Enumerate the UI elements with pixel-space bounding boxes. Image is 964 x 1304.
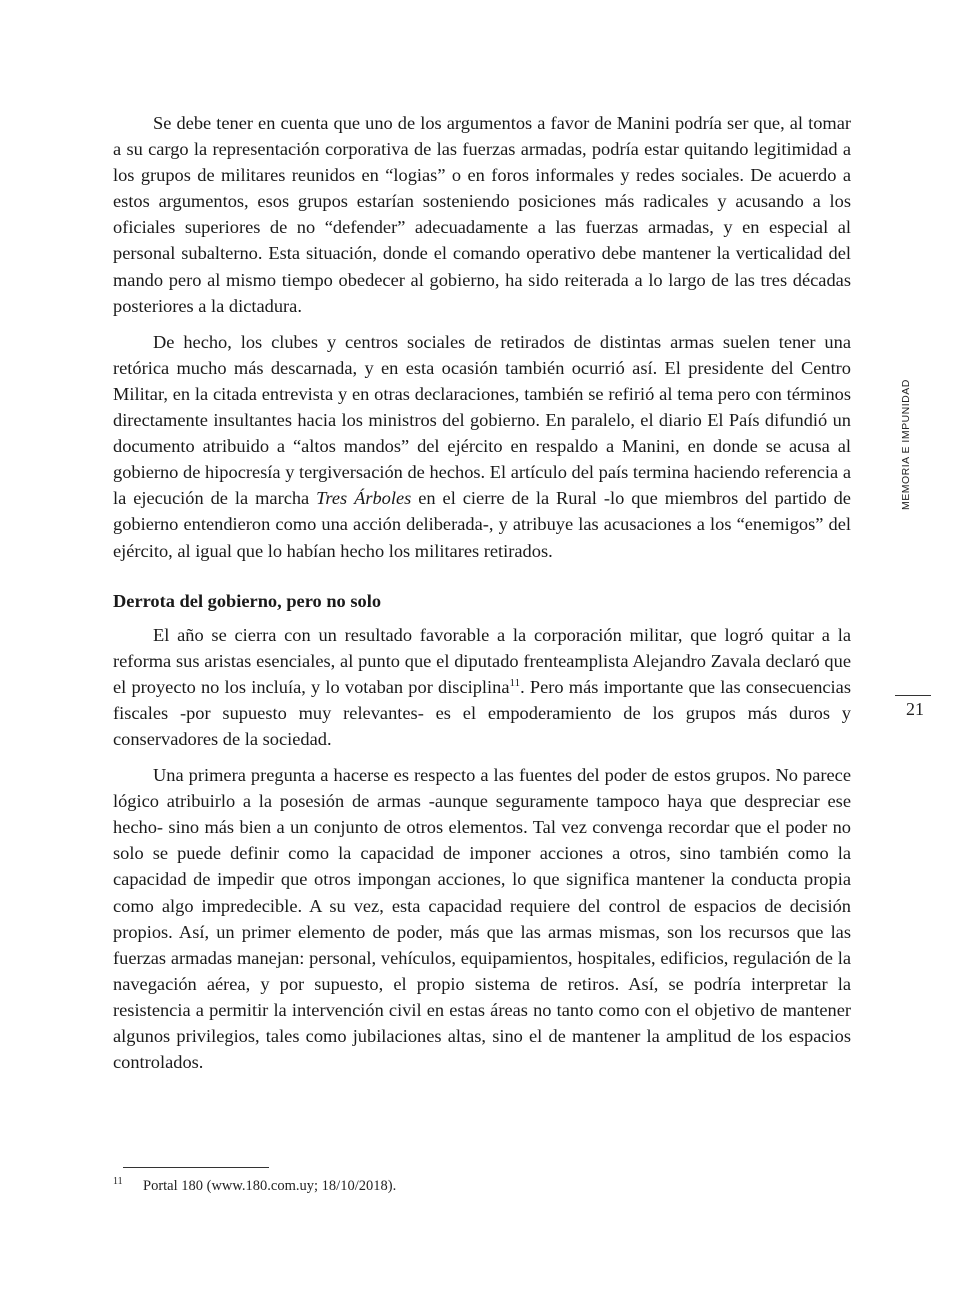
- footnote: [113, 1176, 396, 1195]
- paragraph-1: Se debe tener en cuenta que uno de los argumentos a favor de Manini podría ser que, al tomar a su cargo la representación corporativa de las fuerzas armadas, podría estar quitando legitimidad a los grupos de militares reunidos en “logias” o en foros informales y redes sociales. De acuerdo a estos argumentos, esos grupos estarían sosteniendo posiciones más radicales y acusando a los oficiales superiores de no “defender” adecuadamente a las fuerzas armadas, y en especial al personal subalterno. Esta situación, donde el comando operativo debe mantener la verticalidad del mando pero al mismo tiempo obedecer al gobierno, ha sido reiterada a lo largo de las tres décadas posteriores a la dictadura.: [113, 113, 851, 316]
- footnote-text: Portal 180 (www.180.com.uy; 18/10/2018).: [143, 1177, 397, 1194]
- section-heading: Derrota del gobierno, pero no solo: [113, 590, 382, 611]
- paragraph-3-text-b: . Pero más importante que las consecuencias fiscales -por supuesto muy relevantes- es el empoderamiento de los grupos más duros y conservadores de la sociedad.: [113, 676, 851, 749]
- march-title: Tres Árboles: [316, 488, 412, 509]
- footnote-number: 11: [113, 1176, 123, 1187]
- paragraph-3: [113, 622, 851, 752]
- paragraph-4: Una primera pregunta a hacerse es respecto a las fuentes del poder de estos grupos. No parece lógico atribuirlo a la posesión de armas -aunque seguramente tampoco haya que despreciar ese hecho- sino más bien a un conjunto de otros elementos. Tal vez convenga recordar que el poder no solo se puede definir como la capacidad de imponer acciones a otros, sino también como la capacidad de impedir que otros impongan acciones, lo que significa mantener la conducta propia como algo impredecible. A su vez, esta capacidad requiere del control de espacios de decisión propios. Así, un primer elemento de poder, más que las armas mismas, son los recursos que las fuerzas armadas manejan: personal, vehículos, equipamientos, hospitales, edificios, regulación de la navegación aérea, y por supuesto, el propio sistema de retiros. Así, se podría interpretar la resistencia a permitir la intervención civil en estas áreas no tanto como con el objetivo de mantener algunos privilegios, tales como jubilaciones altas, sino el de mantener la amplitud de los espacios controlados.: [113, 765, 851, 1073]
- body-text: [113, 110, 851, 1085]
- paragraph-2-text-a: De hecho, los clubes y centros sociales de retirados de distintas armas suelen tener una retórica mucho más descarnada, y en esta ocasión también ocurrió así. El presidente del Centro Militar, en la citada entrevista y en otras declaraciones, también se refirió al tema pero con términos directamente insultantes hacia los ministros del gobierno. En paralelo, el diario El País difundió un documento atribuido a “altos mandos” del ejército en respaldo a Manini, en donde se acusa al gobierno de hipocresía y tergiversación de hechos. El artículo del país termina haciendo referencia a la ejecución de la marcha: [113, 331, 851, 509]
- paragraph-3-text-a: El año se cierra con un resultado favorable a la corporación militar, que logró quitar a la reforma sus aristas esenciales, al punto que el diputado frenteamplista Alejandro Zavala declaró que el proyecto no los incluía, y lo votaban por disciplina: [113, 624, 851, 697]
- paragraph-2: [113, 329, 851, 564]
- footnote-divider: [123, 1167, 269, 1168]
- page-number-rule: [895, 695, 931, 696]
- footnote-reference[interactable]: 11: [509, 676, 521, 689]
- running-section-label: MEMORIA E IMPUNIDAD: [900, 379, 912, 510]
- page-number: 21: [906, 699, 924, 719]
- paragraph-2-text-b: en el cierre de la Rural -lo que miembros del partido de gobierno entendieron como una acción deliberada-, y atribuye las acusaciones a los “enemigos” del ejército, al igual que lo habían hecho los militares retirados.: [113, 488, 851, 561]
